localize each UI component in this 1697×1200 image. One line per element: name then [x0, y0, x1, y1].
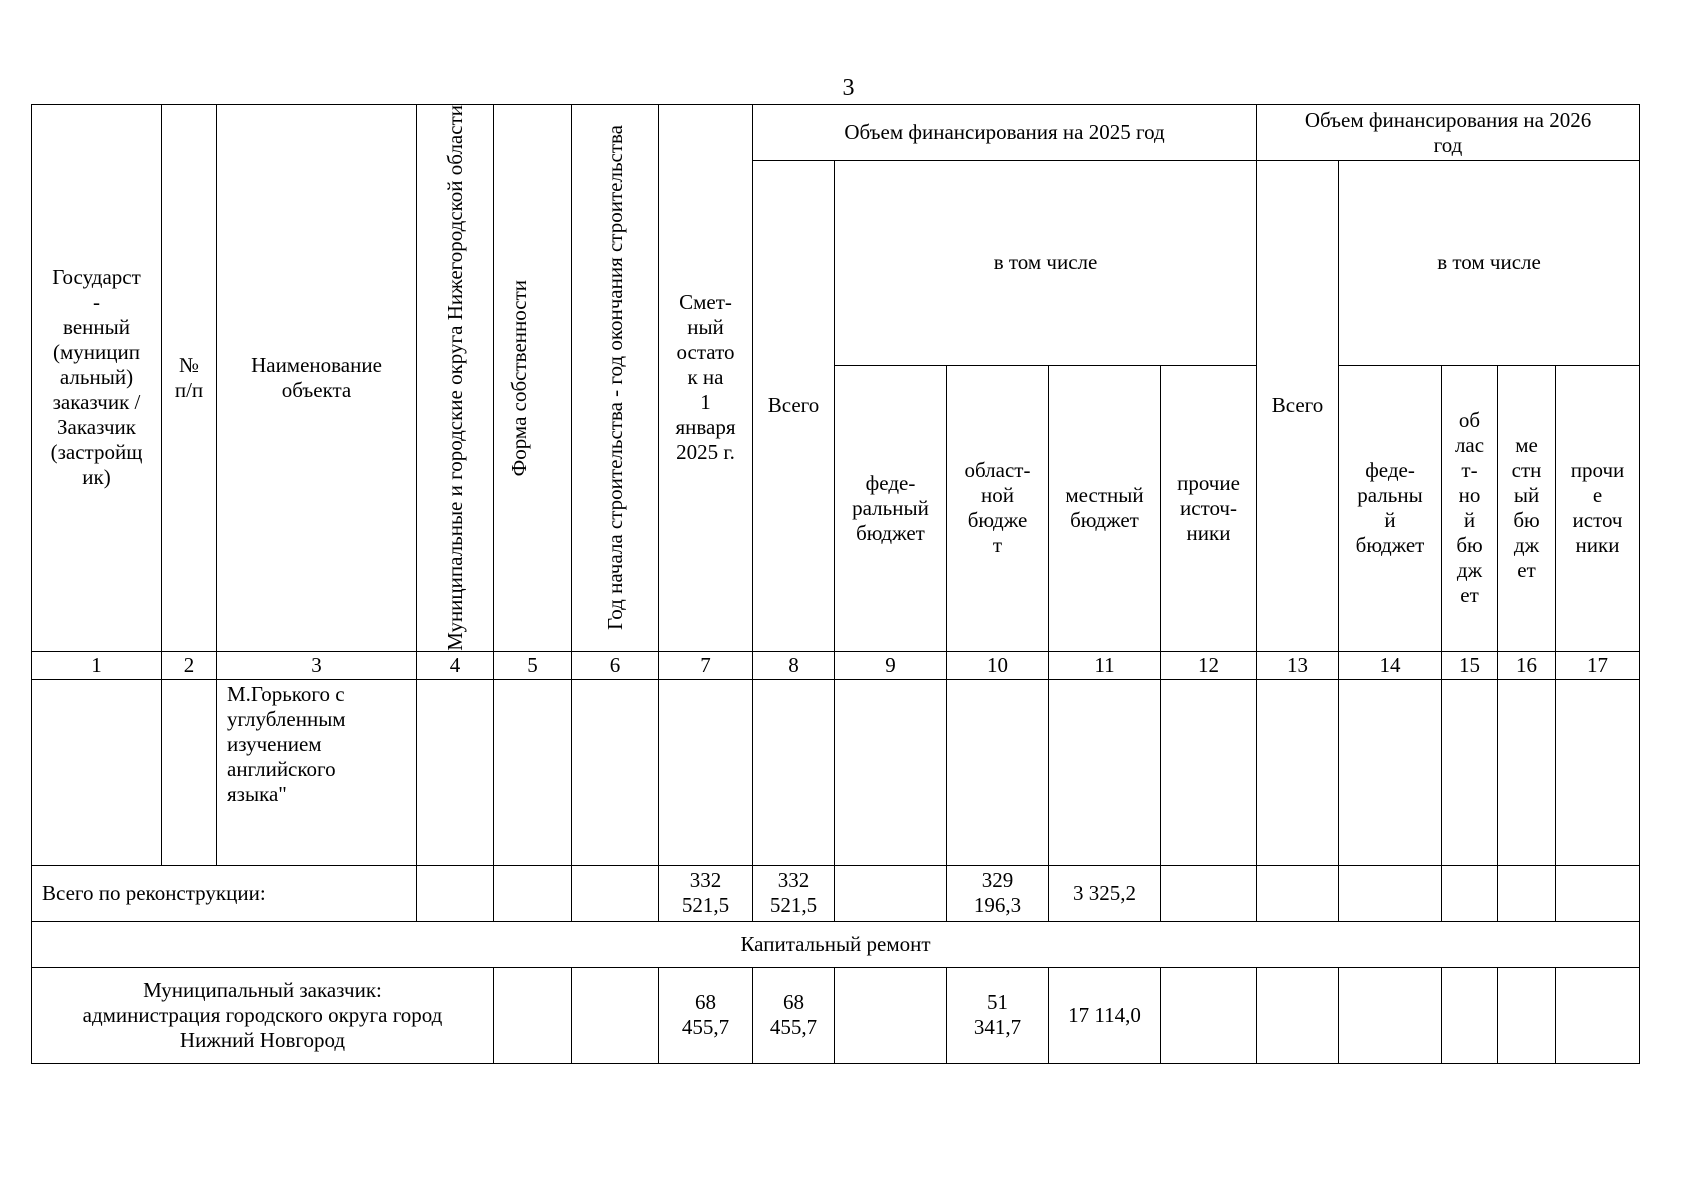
header-other-2026: прочи е источ ники: [1556, 365, 1640, 651]
total-2025-local: 3 325,2: [1049, 865, 1161, 921]
total-reconstruction-row: [32, 865, 1640, 921]
total-estimated-balance: 332 521,5: [659, 865, 753, 921]
empty-cell: [1339, 865, 1442, 921]
empty-cell: [835, 679, 947, 865]
total-reconstruction-label: Всего по реконструкции:: [32, 865, 417, 921]
empty-cell: [835, 967, 947, 1063]
section-title: Капитальный ремонт: [32, 921, 1640, 967]
customer-2025-local: 17 114,0: [1049, 967, 1161, 1063]
customer-2025-regional: 51 341,7: [947, 967, 1049, 1063]
object-name: М.Горького с углубленным изучением английского языка": [217, 679, 417, 865]
header-funding-2025: Объем финансирования на 2025 год: [753, 105, 1257, 161]
header-ownership-text: Форма собственности: [506, 279, 531, 477]
empty-cell: [1257, 679, 1339, 865]
empty-cell: [494, 679, 572, 865]
column-number: 17: [1556, 651, 1640, 679]
object-row: [32, 679, 1640, 865]
header-including-2026: в том числе: [1339, 161, 1640, 366]
header-estimated-balance: Смет- ный остато к на 1 января 2025 г.: [659, 105, 753, 652]
column-number: 10: [947, 651, 1049, 679]
empty-cell: [1257, 865, 1339, 921]
header-object-name: Наименование объекта: [217, 105, 417, 652]
empty-cell: [835, 865, 947, 921]
header-other-2025: прочие источ- ники: [1161, 365, 1257, 651]
header-federal-2025: феде- ральный бюджет: [835, 365, 947, 651]
empty-cell: [572, 679, 659, 865]
customer-2025-total: 68 455,7: [753, 967, 835, 1063]
column-number: 14: [1339, 651, 1442, 679]
column-number: 6: [572, 651, 659, 679]
object-number-cell: [162, 679, 217, 865]
column-number: 4: [417, 651, 494, 679]
empty-cell: [572, 967, 659, 1063]
header-funding-2026: Объем финансирования на 2026 год: [1257, 105, 1640, 161]
column-number: 8: [753, 651, 835, 679]
empty-cell: [1257, 967, 1339, 1063]
empty-cell: [1161, 967, 1257, 1063]
column-number: 9: [835, 651, 947, 679]
column-number: 5: [494, 651, 572, 679]
empty-cell: [1339, 679, 1442, 865]
total-2025-regional: 329 196,3: [947, 865, 1049, 921]
column-number: 2: [162, 651, 217, 679]
customer-estimated-balance: 68 455,7: [659, 967, 753, 1063]
empty-cell: [753, 679, 835, 865]
empty-cell: [659, 679, 753, 865]
empty-cell: [1442, 967, 1498, 1063]
empty-cell: [494, 865, 572, 921]
header-regional-2026: об лас т- но й бю дж ет: [1442, 365, 1498, 651]
header-local-2026: ме стн ый бю дж ет: [1498, 365, 1556, 651]
municipal-customer-label: Муниципальный заказчик: администрация городского округа город Нижний Новгород: [32, 967, 494, 1063]
column-number: 13: [1257, 651, 1339, 679]
header-construction-years-text: Год начала строительства - год окончания строительства: [602, 125, 627, 631]
empty-cell: [947, 679, 1049, 865]
empty-cell: [494, 967, 572, 1063]
header-including-2025: в том числе: [835, 161, 1257, 366]
column-number: 11: [1049, 651, 1161, 679]
header-total-2025: Всего: [753, 161, 835, 652]
column-number: 3: [217, 651, 417, 679]
column-number: 7: [659, 651, 753, 679]
header-total-2026: Всего: [1257, 161, 1339, 652]
empty-cell: [417, 679, 494, 865]
column-number: 16: [1498, 651, 1556, 679]
empty-cell: [1498, 679, 1556, 865]
empty-cell: [572, 865, 659, 921]
empty-cell: [1498, 967, 1556, 1063]
column-number: 12: [1161, 651, 1257, 679]
header-customer: Государст - венный (муницип альный) заказчик / Заказчик (застройщ ик): [32, 105, 162, 652]
header-regional-2025: област- ной бюдже т: [947, 365, 1049, 651]
header-row-number: № п/п: [162, 105, 217, 652]
empty-cell: [1161, 865, 1257, 921]
header-municipalities-text: Муниципальные и городские округа Нижегородской области: [442, 105, 467, 651]
total-2025-all: 332 521,5: [753, 865, 835, 921]
column-number: 15: [1442, 651, 1498, 679]
empty-cell: [1339, 967, 1442, 1063]
municipal-customer-row: [32, 967, 1640, 1063]
header-construction-years: [572, 105, 659, 652]
header-ownership: [494, 105, 572, 652]
column-number: 1: [32, 651, 162, 679]
financing-table: [31, 104, 1640, 1064]
empty-cell: [1556, 679, 1640, 865]
empty-cell: [1556, 967, 1640, 1063]
section-row: [32, 921, 1640, 967]
empty-cell: [1556, 865, 1640, 921]
empty-cell: [1498, 865, 1556, 921]
empty-cell: [417, 865, 494, 921]
header-local-2025: местный бюджет: [1049, 365, 1161, 651]
header-federal-2026: феде- ральны й бюджет: [1339, 365, 1442, 651]
empty-cell: [1049, 679, 1161, 865]
header-municipalities: [417, 105, 494, 652]
column-number-row: [32, 651, 1640, 679]
object-customer-cell: [32, 679, 162, 865]
empty-cell: [1442, 865, 1498, 921]
empty-cell: [1161, 679, 1257, 865]
page-number: 3: [842, 75, 855, 101]
empty-cell: [1442, 679, 1498, 865]
